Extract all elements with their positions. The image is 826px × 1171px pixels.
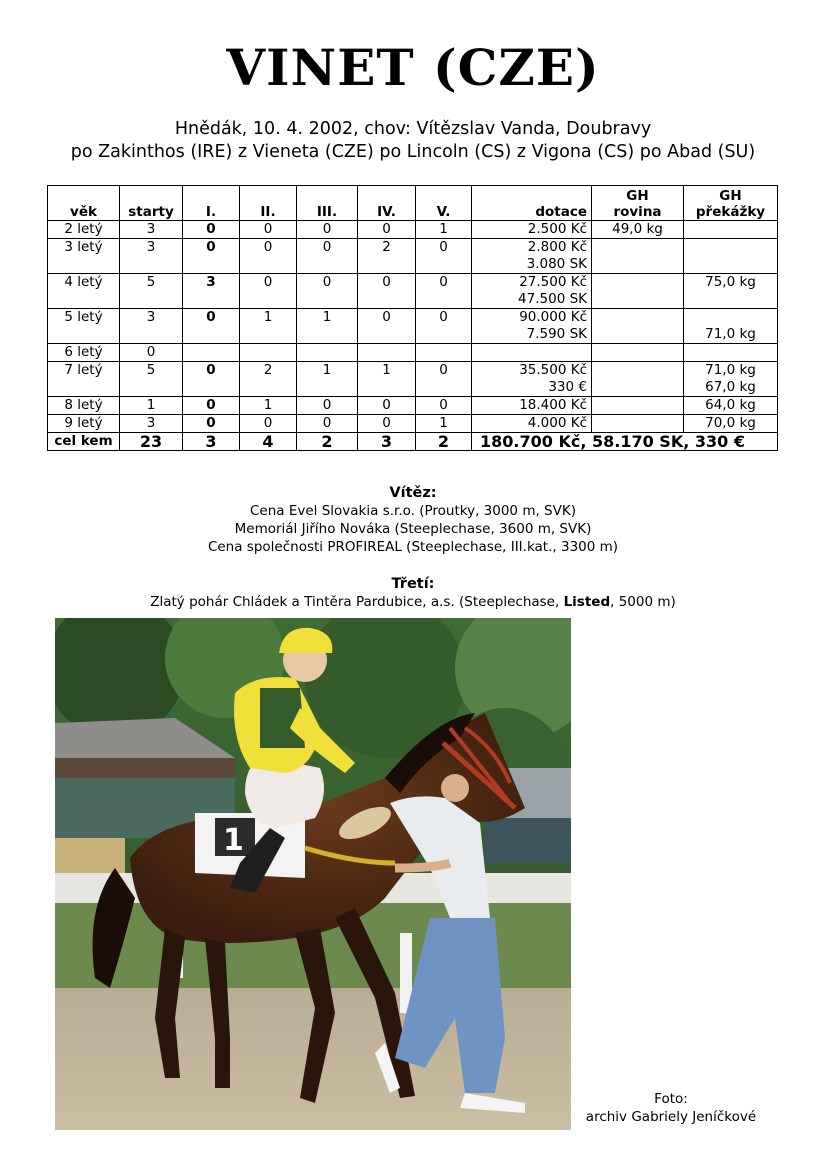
- third-item-text-end: , 5000 m): [610, 594, 676, 610]
- cell-prize: [472, 309, 592, 344]
- winner-item: Cena společnosti PROFIREAL (Steeplechase, III.kat., 3300 m): [207, 539, 619, 555]
- cell-fourth: 0: [358, 221, 416, 239]
- cell-second: 0: [240, 415, 297, 433]
- cell-second: 1: [240, 397, 297, 415]
- cell-gh-jump: [684, 362, 778, 397]
- total-first: 3: [183, 433, 240, 451]
- prize-sk: 7.590 SK: [526, 326, 587, 342]
- table-row: [48, 397, 778, 415]
- cell-fourth: 0: [358, 274, 416, 309]
- cell-gh-jump: 75,0 kg: [684, 274, 778, 309]
- horse-info: Hnědák, 10. 4. 2002, chov: Vítězslav Vanda, Doubravy: [174, 119, 652, 139]
- cell-prize: 18.400 Kč: [472, 397, 592, 415]
- horse-photo: [55, 618, 571, 1130]
- total-label: cel kem: [48, 433, 120, 451]
- cell-gh-flat: [592, 362, 684, 397]
- credit-author: archiv Gabriely Jeníčkové: [585, 1109, 757, 1125]
- gh-jump-label: překážky: [695, 204, 766, 220]
- cell-fifth: 0: [416, 362, 472, 397]
- col-age: věk: [48, 186, 120, 221]
- cell-starts: 5: [120, 274, 183, 309]
- third-item: [0, 593, 826, 611]
- cell-prize: [472, 362, 592, 397]
- col-second: II.: [240, 186, 297, 221]
- col-gh-jump: [684, 186, 778, 221]
- prize-sk: 3.080 SK: [526, 256, 587, 272]
- table-row: [48, 309, 778, 344]
- cell-gh-jump: [684, 221, 778, 239]
- cell-age: 6 letý: [48, 344, 120, 362]
- table-row: [48, 221, 778, 239]
- cell-gh-flat: [592, 309, 684, 344]
- table-header-row: [48, 186, 778, 221]
- table-row: [48, 274, 778, 309]
- pedigree: po Zakinthos (IRE) z Vieneta (CZE) po Lincoln (CS) z Vigona (CS) po Abad (SU): [70, 142, 756, 162]
- col-third: III.: [297, 186, 358, 221]
- cell-first: 0: [183, 309, 240, 344]
- table-row: [48, 344, 778, 362]
- total-prize: 180.700 Kč, 58.170 SK, 330 €: [472, 433, 778, 451]
- page-title: VINET (CZE): [226, 38, 600, 97]
- cell-gh-jump: [684, 239, 778, 274]
- cell-starts: 3: [120, 221, 183, 239]
- photo-credit: [576, 1090, 766, 1126]
- cell-fifth: [416, 344, 472, 362]
- cell-age: 9 letý: [48, 415, 120, 433]
- cell-prize: [472, 344, 592, 362]
- gh-jump-value: 71,0 kg: [705, 362, 756, 378]
- winner-item: Memoriál Jiřího Nováka (Steeplechase, 3600 m, SVK): [234, 521, 592, 537]
- cell-second: 0: [240, 221, 297, 239]
- cell-fourth: 0: [358, 397, 416, 415]
- cell-gh-jump: 70,0 kg: [684, 415, 778, 433]
- cell-starts: 5: [120, 362, 183, 397]
- cell-second: 2: [240, 362, 297, 397]
- winner-heading: Vítěz:: [389, 485, 437, 501]
- third-item-listed: Listed: [563, 594, 611, 610]
- cell-first: 0: [183, 239, 240, 274]
- cell-fifth: 0: [416, 274, 472, 309]
- cell-fifth: 1: [416, 221, 472, 239]
- cell-starts: 3: [120, 309, 183, 344]
- cell-third: [297, 344, 358, 362]
- winner-item: Cena Evel Slovakia s.r.o. (Proutky, 3000 m, SVK): [250, 503, 576, 519]
- cell-starts: 0: [120, 344, 183, 362]
- prize-czk: 90.000 Kč: [519, 309, 587, 325]
- cell-age: 5 letý: [48, 309, 120, 344]
- cell-starts: 3: [120, 239, 183, 274]
- cell-gh-flat: 49,0 kg: [592, 221, 684, 239]
- cell-first: 0: [183, 221, 240, 239]
- col-gh-flat: [592, 186, 684, 221]
- cell-gh-flat: [592, 397, 684, 415]
- table-row: [48, 239, 778, 274]
- cell-third: 1: [297, 309, 358, 344]
- cell-fifth: 1: [416, 415, 472, 433]
- cell-third: 0: [297, 274, 358, 309]
- col-prize: dotace: [472, 186, 592, 221]
- col-starts: starty: [120, 186, 183, 221]
- race-stats-table: [47, 185, 778, 451]
- col-first: I.: [183, 186, 240, 221]
- cell-second: 1: [240, 309, 297, 344]
- cell-third: 0: [297, 221, 358, 239]
- table-row: [48, 415, 778, 433]
- gh-label: GH: [719, 188, 742, 204]
- prize-eur: 330 €: [548, 379, 587, 395]
- horse-photo-image: [55, 618, 571, 1130]
- cell-third: 0: [297, 239, 358, 274]
- cell-age: 8 letý: [48, 397, 120, 415]
- prize-czk: 27.500 Kč: [519, 274, 587, 290]
- total-starts: 23: [120, 433, 183, 451]
- cell-gh-flat: [592, 274, 684, 309]
- third-heading: Třetí:: [391, 576, 435, 592]
- total-fifth: 2: [416, 433, 472, 451]
- cell-first: 3: [183, 274, 240, 309]
- cell-starts: 3: [120, 415, 183, 433]
- cell-first: 0: [183, 397, 240, 415]
- cell-third: 0: [297, 397, 358, 415]
- cell-gh-flat: [592, 239, 684, 274]
- cell-age: 4 letý: [48, 274, 120, 309]
- cell-first: [183, 344, 240, 362]
- cell-age: 3 letý: [48, 239, 120, 274]
- cell-gh-flat: [592, 415, 684, 433]
- winner-section: [0, 484, 826, 556]
- cell-prize: [472, 239, 592, 274]
- table-total-row: [48, 433, 778, 451]
- gh-label: GH: [626, 188, 649, 204]
- prize-czk: 35.500 Kč: [519, 362, 587, 378]
- cell-fourth: 2: [358, 239, 416, 274]
- cell-second: 0: [240, 274, 297, 309]
- cell-age: 2 letý: [48, 221, 120, 239]
- third-item-text: Zlatý pohár Chládek a Tintěra Pardubice, a.s. (Steeplechase,: [150, 594, 564, 610]
- cell-gh-jump: [684, 344, 778, 362]
- cell-fifth: 0: [416, 309, 472, 344]
- cell-fourth: 0: [358, 309, 416, 344]
- total-second: 4: [240, 433, 297, 451]
- cell-fifth: 0: [416, 397, 472, 415]
- col-fourth: IV.: [358, 186, 416, 221]
- cell-gh-jump: 64,0 kg: [684, 397, 778, 415]
- prize-sk: 47.500 SK: [518, 291, 587, 307]
- cell-first: 0: [183, 362, 240, 397]
- cell-fifth: 0: [416, 239, 472, 274]
- total-fourth: 3: [358, 433, 416, 451]
- cell-second: [240, 344, 297, 362]
- cell-age: 7 letý: [48, 362, 120, 397]
- col-fifth: V.: [416, 186, 472, 221]
- cell-prize: [472, 274, 592, 309]
- total-third: 2: [297, 433, 358, 451]
- saddle-number: 1: [223, 823, 244, 858]
- cell-fourth: 0: [358, 415, 416, 433]
- cell-third: 1: [297, 362, 358, 397]
- cell-second: 0: [240, 239, 297, 274]
- cell-fourth: 1: [358, 362, 416, 397]
- credit-label: Foto:: [654, 1091, 688, 1107]
- cell-first: 0: [183, 415, 240, 433]
- third-section: [0, 575, 826, 611]
- cell-starts: 1: [120, 397, 183, 415]
- cell-gh-flat: [592, 344, 684, 362]
- gh-flat-label: rovina: [613, 204, 662, 220]
- cell-fourth: [358, 344, 416, 362]
- gh-jump-value: 67,0 kg: [705, 379, 756, 395]
- cell-prize: 2.500 Kč: [472, 221, 592, 239]
- cell-third: 0: [297, 415, 358, 433]
- prize-czk: 2.800 Kč: [527, 239, 587, 255]
- cell-gh-jump: [684, 309, 778, 344]
- table-row: [48, 362, 778, 397]
- gh-jump-value: 71,0 kg: [705, 326, 756, 342]
- cell-prize: 4.000 Kč: [472, 415, 592, 433]
